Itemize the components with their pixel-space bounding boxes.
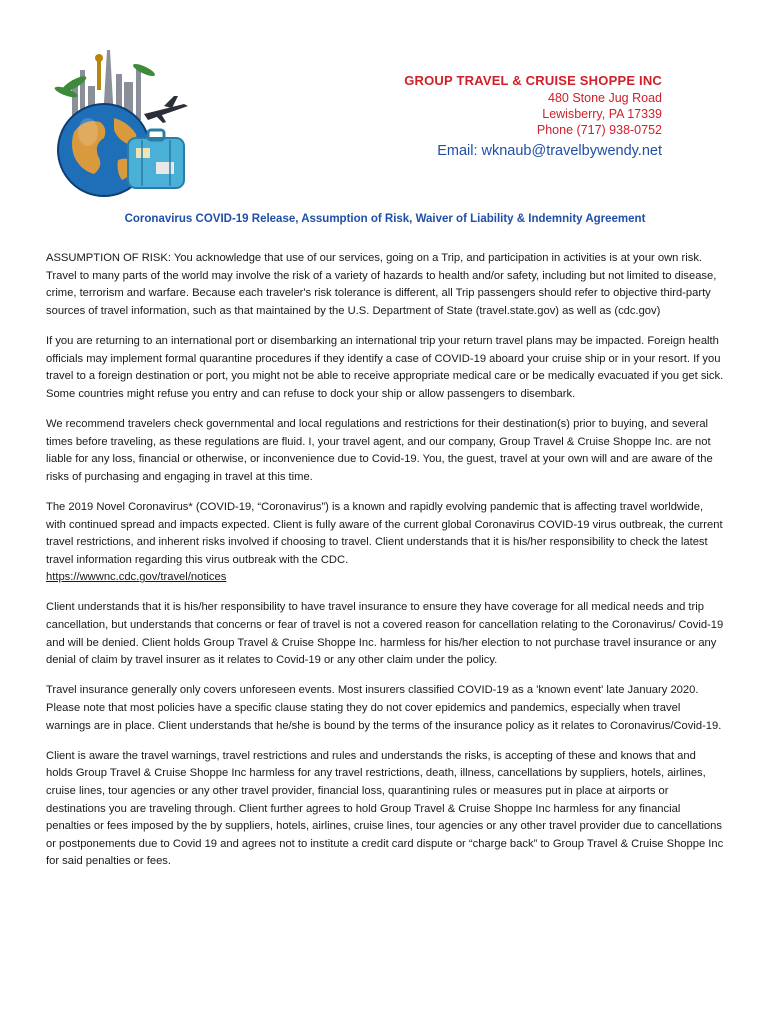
paragraph-hold-harmless: Client is aware the travel warnings, travel restrictions and rules and understands the risks, is accepting of these and knows that and holds Group Travel & Cruise Shoppe Inc harmless for any travel restrictions, death, illness, cancellations by suppliers, hotels, airlines, cruise lines, tour agencies or any other travel provider, financial loss, quarantining rules or measures put in place at airports or destinations you are traveling through. Client further agrees to hold Group Travel & Cruise Shoppe Inc harmless for any financial penalties or fees imposed by the by suppliers, hotels, airlines, cruise lines, tour agencies or any other travel provider due to cancellations or postponements due to Covid 19 and agrees not to institute a credit card dispute or “charge back” to Group Travel & Cruise Shoppe Inc for said penalties or fees.	[46, 749, 724, 868]
paragraph-novel-coronavirus-text: The 2019 Novel Coronavirus* (COVID-19, “Coronavirus”) is a known and rapidly evolving pandemic that is affecting travel worldwide, with continued spread and impacts expected. Client is fully aware of the current global Coronavirus COVID-19 virus outbreak, the current travel restrictions, and inherent risks involved if choosing to travel. Client understands that it is his/her responsibility to check the latest travel information regarding this virus outbreak with the CDC.	[46, 500, 723, 566]
paragraph-assumption-of-risk: ASSUMPTION OF RISK: You acknowledge that use of our services, going on a Trip, and participation in activities is at your own risk. Travel to many parts of the world may involve the risk of a variety of hazards to health and/or safety, including but not limited to disease, crime, terrorism and warfare. Because each traveler's risk tolerance is different, all Trip passengers should refer to objective third-party sources of travel information, such as that maintained by the U.S. Department of State (travel.state.gov) as well as (cdc.gov)	[46, 252, 717, 317]
company-street: 480 Stone Jug Road	[548, 91, 662, 105]
paragraph-unforeseen-events: Travel insurance generally only covers unforeseen events. Most insurers classified COVID-19 as a 'known event' late January 2020. Please note that most policies have a specific clause stating they do not cover epidemics and pandemics, especially when travel warnings are in place. Client understands that he/she is bound by the terms of the insurance policy as it relates to Coronavirus/Covid-19.	[46, 684, 722, 732]
cdc-notices-link[interactable]: https://wwwnc.cdc.gov/travel/notices	[46, 571, 227, 584]
paragraph-regulations: We recommend travelers check governmental and local regulations and restrictions for their destination(s) prior to buying, and several times before traveling, as these regulations are fluid. I, your travel agent, and our company, Group Travel & Cruise Shoppe Inc. are not liable for any loss, financial or otherwise, or inconvenience due to Covid-19. You, the guest, travel at your own will and are aware of the risks of purchasing and engaging in travel at this time.	[46, 417, 713, 483]
paragraph-novel-coronavirus	[46, 499, 724, 587]
company-email: Email: wknaub@travelbywendy.net	[437, 143, 662, 159]
document-body	[46, 250, 724, 884]
company-header	[404, 72, 662, 161]
company-name: GROUP TRAVEL & CRUISE SHOPPE INC	[404, 73, 662, 88]
paragraph-travel-insurance-responsibility: Client understands that it is his/her responsibility to have travel insurance to ensure they have coverage for all medical needs and trip cancellation, but understands that concerns or fear of travel is not a covered reason for cancellation relating to the Coronavirus/ Covid-19 and will be denied. Client holds Group Travel & Cruise Shoppe Inc. harmless for his/her election to not purchase travel insurance or any denial of claim by travel insurer as it relates to Covid-19 or any other claim under the policy.	[46, 601, 724, 667]
company-city: Lewisberry, PA 17339	[542, 107, 662, 121]
paragraph-international-return: If you are returning to an international port or disembarking an international trip your return travel plans may be impacted. Foreign health officials may implement formal quarantine procedures if they identify a case of COVID-19 aboard your cruise ship or in your resort. If you travel to a foreign destination or port, you might not be able to receive appropriate medical care or be medically evacuated if you get sick. Some countries might refuse you entry and can refuse to dock your ship or allow passengers to disembark.	[46, 334, 724, 400]
company-phone: Phone (717) 938-0752	[536, 123, 662, 137]
document-title: Coronavirus COVID-19 Release, Assumption of Risk, Waiver of Liability & Indemnity Agreement	[124, 213, 646, 225]
travel-globe-logo	[52, 40, 202, 200]
